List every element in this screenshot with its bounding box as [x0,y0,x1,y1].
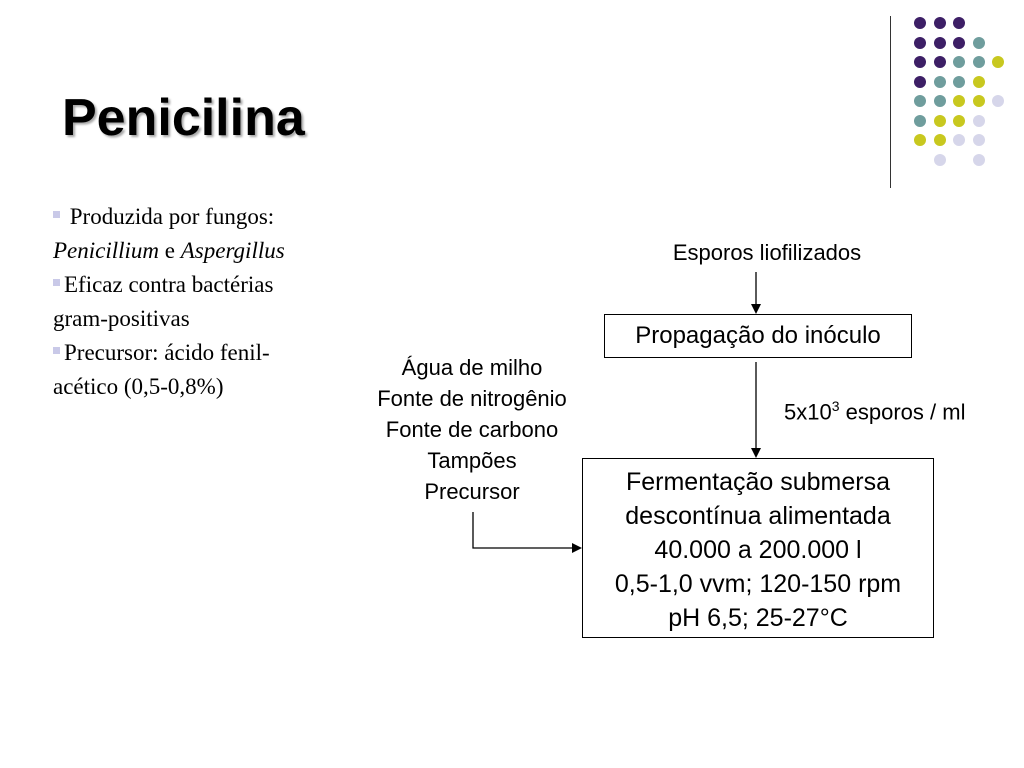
fermentation-line: 0,5-1,0 vvm; 120-150 rpm [614,570,902,598]
genus-penicillium: Penicillium [53,238,160,263]
bullet-marker-icon [53,279,60,286]
input-item: Fonte de nitrogênio [377,386,567,411]
decorative-dot [914,95,926,107]
genus-aspergillus: Aspergillus [180,238,285,263]
propagation-label: Propagação do inóculo [635,322,881,349]
decorative-dot [953,17,965,29]
arrow-inputs-to-fermentation [473,512,580,548]
decorative-dot [914,37,926,49]
inoculum-exponent: 3 [831,398,840,414]
decorative-dot [992,95,1004,107]
bullet-text: Precursor: ácido fenil-acético (0,5-0,8%) [53,340,270,399]
decorative-dot [914,115,926,127]
bullet-text: Produzida por fungos: [69,204,275,229]
bullet-marker-icon [53,211,60,218]
decorative-dot [953,56,965,68]
input-item: Fonte de carbono [385,417,559,442]
decorative-dot [973,115,985,127]
decorative-dot [973,56,985,68]
input-item: Água de milho [401,355,543,380]
decorative-dot [973,95,985,107]
decorative-dot [934,17,946,29]
input-item: Tampões [427,448,517,473]
decorative-dot [934,37,946,49]
decorative-dot-grid [900,10,1020,170]
decorative-dot [914,56,926,68]
bullet-item-producer [53,200,313,268]
bullet-text: Eficaz contra bactérias gram-positivas [53,272,274,331]
bullet-item-efficacy [53,268,313,336]
fermentation-box [582,458,934,638]
inputs-list [352,352,592,507]
input-item: Precursor [424,479,520,504]
decorative-dot [953,115,965,127]
decorative-dot [953,134,965,146]
decorative-dot [934,95,946,107]
fermentation-line: 40.000 a 200.000 l [654,536,862,564]
decorative-dot [973,37,985,49]
decorative-dot [914,134,926,146]
decorative-dot [973,76,985,88]
page-title: Penicilina [62,89,305,147]
decorative-dot [992,56,1004,68]
inoculum-base: 5x10 [784,399,832,425]
decorative-dot [934,154,946,166]
decorative-dot [953,37,965,49]
conjunction: e [164,238,175,263]
decorative-dot [914,76,926,88]
decorative-dot [934,76,946,88]
inoculum-label [784,398,1014,425]
decorative-dot [953,76,965,88]
decorative-dot [914,17,926,29]
decorative-dot [934,56,946,68]
propagation-box [604,314,912,358]
decorative-dot [973,134,985,146]
fermentation-line: descontínua alimentada [625,502,891,530]
decorative-dot [934,115,946,127]
decorative-dot [934,134,946,146]
bullet-item-precursor [53,336,313,404]
divider-line [890,16,891,188]
bullet-marker-icon [53,347,60,354]
bullet-list [53,200,313,404]
decorative-dot [973,154,985,166]
decorative-dot [953,95,965,107]
inoculum-unit: esporos / ml [845,399,966,425]
fermentation-line: pH 6,5; 25-27°C [668,604,848,632]
fermentation-line: Fermentação submersa [625,468,890,496]
spores-label: Esporos liofilizados [672,240,862,265]
